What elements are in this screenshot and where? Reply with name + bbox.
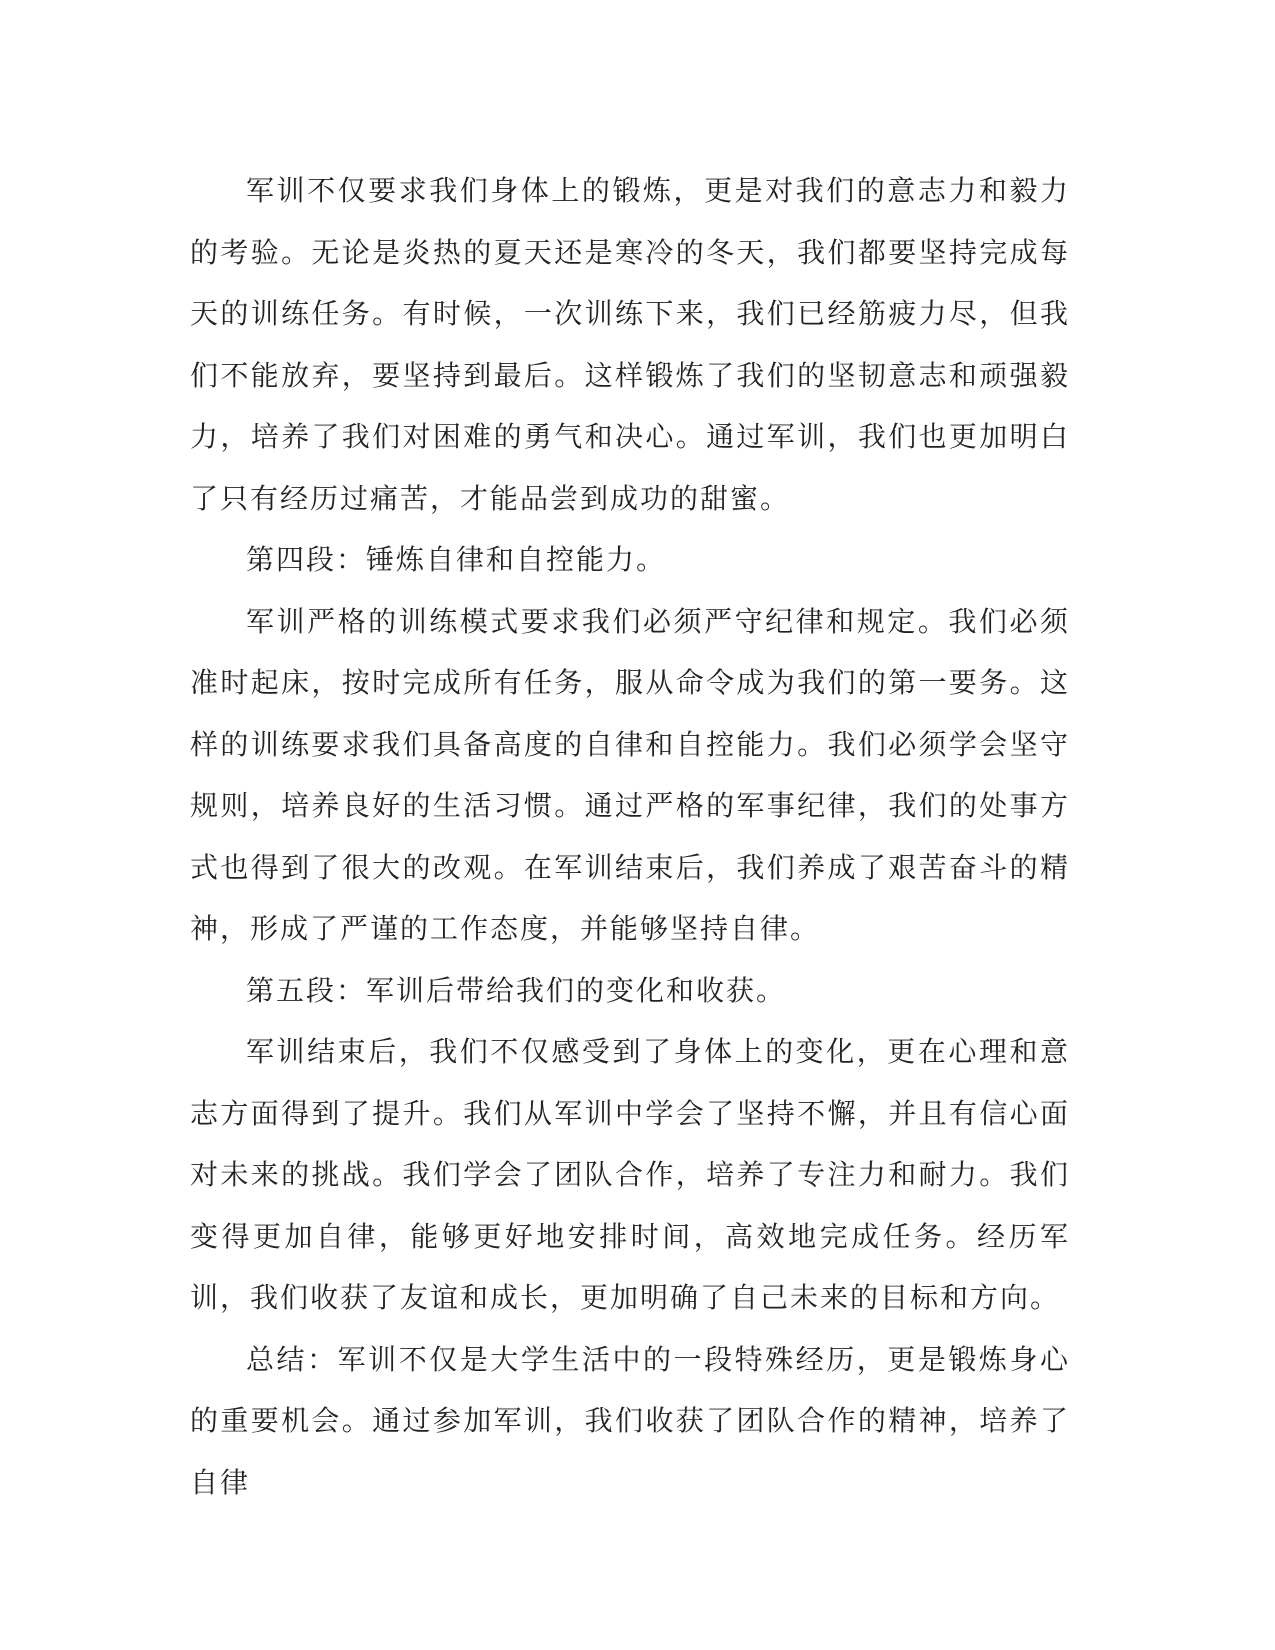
paragraph-self-discipline: 军训严格的训练模式要求我们必须严守纪律和规定。我们必须准时起床，按时完成所有任务，服从命令成为我们的第一要务。这样的训练要求我们具备高度的自律和自控能力。我们必须学会坚守规则，培养良好的生活习惯。通过严格的军事纪律，我们的处事方式也得到了很大的改观。在军训结束后，我们养成了艰苦奋斗的精神，形成了严谨的工作态度，并能够坚持自律。 [190, 604, 1070, 945]
paragraph-summary: 总结：军训不仅是大学生活中的一段特殊经历，更是锻炼身心的重要机会。通过参加军训，我们收获了团队合作的精神，培养了自律 [190, 1342, 1070, 1499]
paragraph-perseverance: 军训不仅要求我们身体上的锻炼，更是对我们的意志力和毅力的考验。无论是炎热的夏天还是寒冷的冬天，我们都要坚持完成每天的训练任务。有时候，一次训练下来，我们已经筋疲力尽，但我们不能放弃，要坚持到最后。这样锻炼了我们的坚韧意志和顽强毅力，培养了我们对困难的勇气和决心。通过军训，我们也更加明白了只有经历过痛苦，才能品尝到成功的甜蜜。 [190, 174, 1070, 515]
paragraph-changes-and-gains: 军训结束后，我们不仅感受到了身体上的变化，更在心理和意志方面得到了提升。我们从军训中学会了坚持不懈，并且有信心面对未来的挑战。我们学会了团队合作，培养了专注力和耐力。我们变得更加自律，能够更好地安排时间，高效地完成任务。经历军训，我们收获了友谊和成长，更加明确了自己未来的目标和方向。 [190, 1035, 1070, 1314]
section-heading-4: 第四段：锤炼自律和自控能力。 [246, 543, 667, 576]
document-body [190, 160, 1070, 1513]
section-heading-5: 第五段：军训后带给我们的变化和收获。 [246, 973, 787, 1007]
